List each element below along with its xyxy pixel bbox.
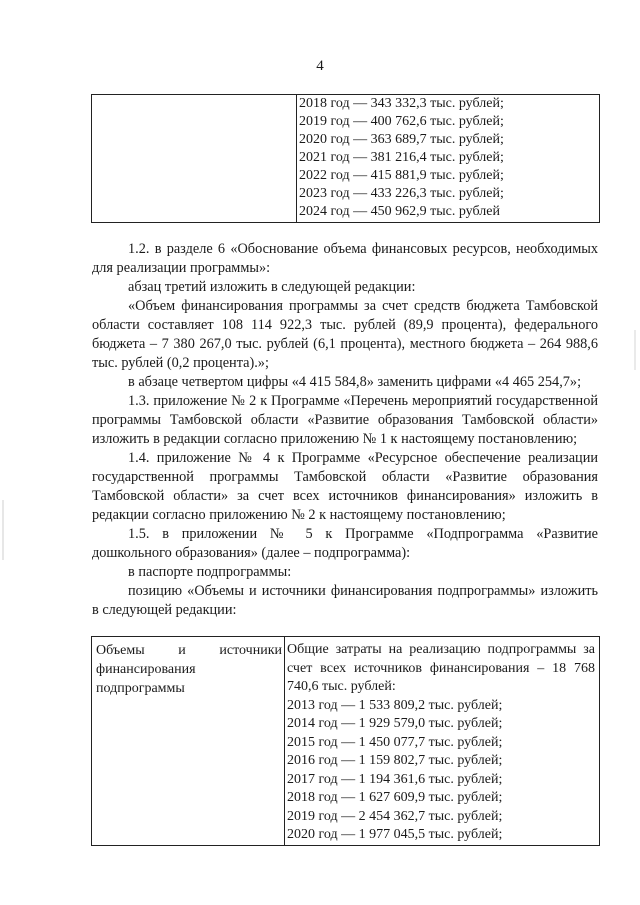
paragraph: позицию «Объемы и источники финансирования подпрограммы» изложить в следующей редакции: [92,583,598,618]
year-line: 2023 год — 433 226,3 тыс. рублей; [299,186,504,201]
year-line: 2020 год — 363 689,7 тыс. рублей; [299,132,504,147]
year-line: 2016 год — 1 159 802,7 тыс. рублей; [287,753,503,768]
year-line: 2017 год — 1 194 361,6 тыс. рублей; [287,771,503,787]
paragraph: 1.4. приложение № 4 к Программе «Ресурсное обеспечение реализации государственной программы Тамбовской области «Развитие образования Тамбовской области» за счет всех источников финансирования» изложить в редакции согласно приложению № 2 к настоящему постановлению; [92,450,598,523]
year-line: 2015 год — 1 450 077,7 тыс. рублей; [287,734,503,750]
year-line: 2014 год — 1 929 579,0 тыс. рублей; [287,716,503,731]
paragraph: абзац третий изложить в следующей редакции: [128,279,416,295]
top-table-right-cell [297,95,600,223]
year-line: 2019 год — 2 454 362,7 тыс. рублей; [287,808,503,824]
subprogram-label-cell [92,637,285,846]
document-body [92,240,598,620]
subprogram-values-cell [285,637,600,846]
total-costs-text: Общие затраты на реализацию подпрограммы за счет всех источников финансирования – 18 768 740,6 тыс. рублей: [287,642,595,694]
paragraph: «Объем финансирования программы за счет средств бюджета Тамбовской области составляет 108 114 922,3 тыс. рублей (89,9 процента), федерального бюджета – 7 380 267,0 тыс. рублей (6,1 процента), местного бюджета – 264 988,6 тыс. рублей (0,2 процента).»; [92,298,598,371]
year-line: 2018 год — 343 332,3 тыс. рублей; [299,96,504,111]
page-number: 4 [316,58,324,74]
paragraph: 1.3. приложение № 2 к Программе «Перечень мероприятий государственной программы Тамбовской области «Развитие образования Тамбовской области» изложить в редакции согласно приложению № 1 к настоящему постановлению; [92,393,598,447]
year-line: 2018 год — 1 627 609,9 тыс. рублей; [287,790,503,805]
year-line: 2019 год — 400 762,6 тыс. рублей; [299,114,504,129]
year-line: 2013 год — 1 533 809,2 тыс. рублей; [287,697,503,713]
paragraph: 1.5. в приложении № 5 к Программе «Подпрограмма «Развитие дошкольного образования» (далее – подпрограмма): [92,526,598,561]
year-line: 2021 год — 381 216,4 тыс. рублей; [299,150,504,165]
paragraph: 1.2. в разделе 6 «Обоснование объема финансовых ресурсов, необходимых для реализации программы»: [92,241,598,276]
subprogram-financing-table [91,636,600,846]
top-financing-table [91,94,600,223]
scan-edge-mark [634,330,636,370]
year-line: 2020 год — 1 977 045,5 тыс. рублей; [287,827,503,842]
paragraph: в абзаце четвертом цифры «4 415 584,8» заменить цифрами «4 465 254,7»; [128,374,582,390]
scan-edge-mark [2,500,4,560]
year-line: 2022 год — 415 881,9 тыс. рублей; [299,168,504,183]
top-table-left-cell [92,95,297,223]
paragraph: в паспорте подпрограммы: [128,564,292,580]
year-line: 2024 год — 450 962,9 тыс. рублей [299,204,500,219]
subprogram-label: Объемы и источники финансирования подпрограммы [96,643,282,696]
